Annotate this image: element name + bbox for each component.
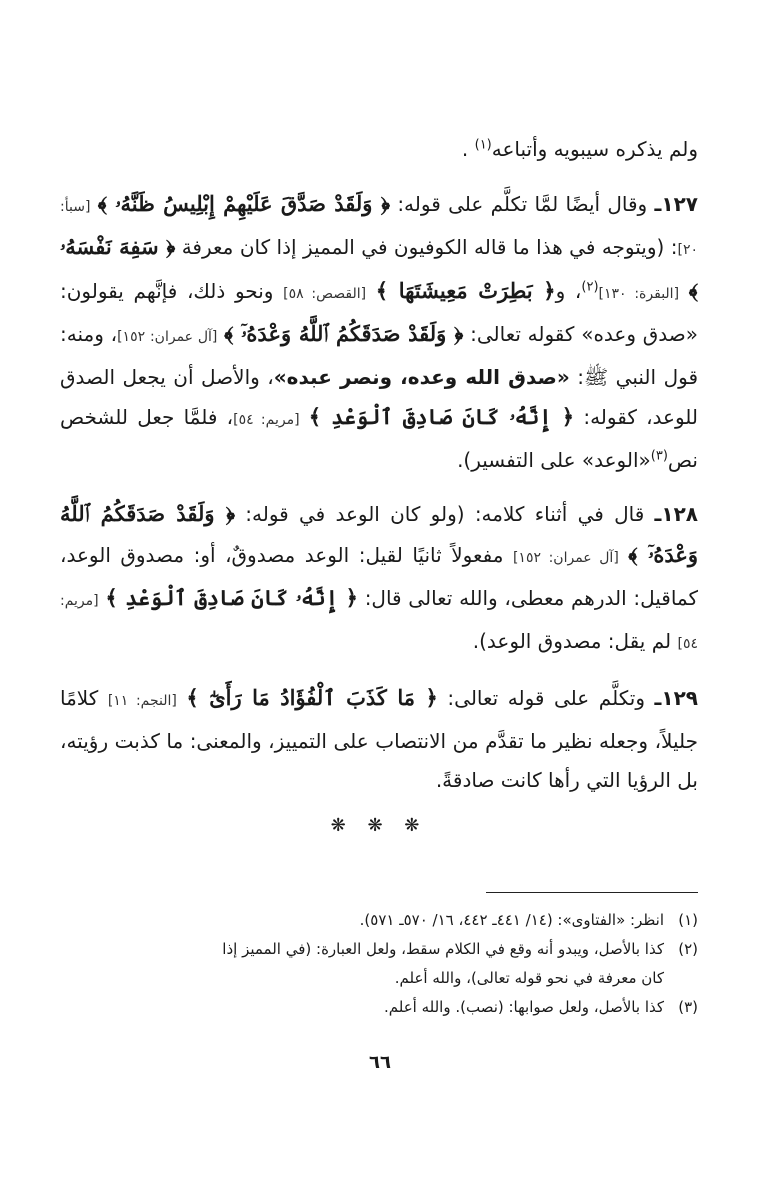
hadith-quote: «صدق الله وعده، ونصر عبده» <box>273 364 570 389</box>
intro-end: . <box>461 137 469 161</box>
quran-verse: ﴿ إِنَّهُۥ كَانَ صَادِقَ ٱلْوَعْدِ ﴾ <box>308 404 575 429</box>
verse-reference: [آل عمران: ١٥٢] <box>117 329 218 345</box>
text-segment: قال في أثناء كلامه: (ولو كان الوعد في قوله: <box>245 502 645 526</box>
text-segment: ، فلمَّا جعل للشخص نص <box>60 405 698 472</box>
footnote-ref-1[interactable]: (١) <box>474 137 492 153</box>
footnote-3 <box>60 993 698 1022</box>
page-number: ٦٦ <box>369 1052 391 1073</box>
paragraph-129 <box>60 678 698 801</box>
footnote-ref-3[interactable]: (٣) <box>650 447 668 463</box>
footnote-rule <box>486 892 698 893</box>
paragraph-number: ١٢٩ـ <box>654 686 698 710</box>
verse-reference: [النجم: ١١] <box>107 693 177 709</box>
footnote-number: (٢) <box>678 940 698 958</box>
quran-verse: ﴿ بَطِرَتْ مَعِيشَتَهَا ﴾ <box>375 277 556 303</box>
intro-paragraph <box>60 130 698 170</box>
text-segment: ونحو ذلك، فإنَّهم يقولون: «صدق وعده» كقوله تعالى: <box>60 278 698 346</box>
footnote-ref-2[interactable]: (٢) <box>581 278 599 294</box>
text-segment: لم يقل: مصدوق الوعد). <box>472 628 672 653</box>
quran-verse: ﴿ وَلَقَدْ صَدَقَكُمُ ٱللَّهُ وَعْدَهُۥٓ ﴾ <box>224 321 464 346</box>
text-segment: وقال أيضًا لمَّا تكلَّم على قوله: <box>397 191 648 216</box>
text-segment: كلامًا جليلاً، وجعله نظير ما تقدَّم من الانتصاب على التمييز، والمعنى: ما كذبت رؤيته، بل الرؤيا التي رأها كانت صادقةً. <box>60 686 698 792</box>
verse-reference: [سبأ: ٢٠] <box>60 198 698 258</box>
paragraph-number: ١٢٧ـ <box>654 191 698 216</box>
paragraph-127 <box>60 184 698 481</box>
footnote-1 <box>60 906 698 935</box>
footnote-2 <box>60 935 698 964</box>
footnote-text: كذا بالأصل، ولعل صوابها: (نصب). والله أعلم. <box>383 998 664 1016</box>
paragraph-128 <box>60 494 698 664</box>
footnotes <box>60 906 698 1022</box>
quran-verse: ﴿ وَلَقَدْ صَدَّقَ عَلَيْهِمْ إِبْلِيسُ ظَنَّهُۥ ﴾ <box>97 190 390 216</box>
text-segment: وتكلَّم على قوله تعالى: <box>447 686 645 710</box>
section-separator: ❋ ❋ ❋ <box>330 814 428 836</box>
quran-verse: ﴿ وَلَقَدْ صَدَقَكُمُ ٱللَّهُ وَعْدَهُۥٓ ﴾ <box>60 501 699 567</box>
verse-reference: [مريم: ٥٤] <box>233 412 300 428</box>
footnote-number: (١) <box>678 911 698 929</box>
verse-reference: [البقرة: ١٣٠] <box>598 285 680 302</box>
footnote-text: انظر: «الفتاوى»: (١٤/ ٤٤١ـ ٤٤٢، ١٦/ ٥٧٠ـ ٥٧١). <box>359 911 664 929</box>
quran-verse: ﴿ إِنَّهُۥ كَانَ صَادِقَ ٱلْوَعْدِ ﴾ <box>105 585 358 610</box>
paragraph-number: ١٢٨ـ <box>654 502 699 526</box>
text-segment: ، ومنه: قول النبي ﷺ: <box>60 322 698 389</box>
text-segment: ، و <box>555 278 582 303</box>
page-body <box>60 130 698 836</box>
text-segment: : (ويتوجه في هذا ما قاله الكوفيون في المميز إذا كان معرفة <box>181 235 678 259</box>
intro-text: ولم يذكره سيبويه وأتباعه <box>491 137 698 161</box>
text-segment: «الوعد» على التفسير). <box>457 447 651 472</box>
verse-reference: [مريم: ٥٤] <box>60 593 698 652</box>
text-segment: ، والأصل أن يجعل الصدق للوعد، كقوله: <box>60 364 699 429</box>
text-segment: مفعولاً ثانيًا لقيل: الوعد مصدوقٌ، أو: مصدوق الوعد، كماقيل: الدرهم معطى، والله تعالى قال: <box>60 542 699 610</box>
footnote-number: (٣) <box>678 998 698 1016</box>
footnote-text: كذا بالأصل، ويبدو أنه وقع في الكلام سقط، ولعل العبارة: (في المميز إذا <box>222 940 664 958</box>
footnote-2-continued: كان معرفة في نحو قوله تعالى)، والله أعلم. <box>394 969 664 987</box>
verse-reference: [القصص: ٥٨] <box>283 285 367 302</box>
verse-reference: [آل عمران: ١٥٢] <box>512 549 619 566</box>
quran-verse: ﴿ مَا كَذَبَ ٱلْفُؤَادُ مَا رَأَىٰٓ ﴾ <box>186 685 438 710</box>
quran-verse: ﴿ سَفِهَ نَفْسَهُۥ ﴾ <box>60 234 699 303</box>
